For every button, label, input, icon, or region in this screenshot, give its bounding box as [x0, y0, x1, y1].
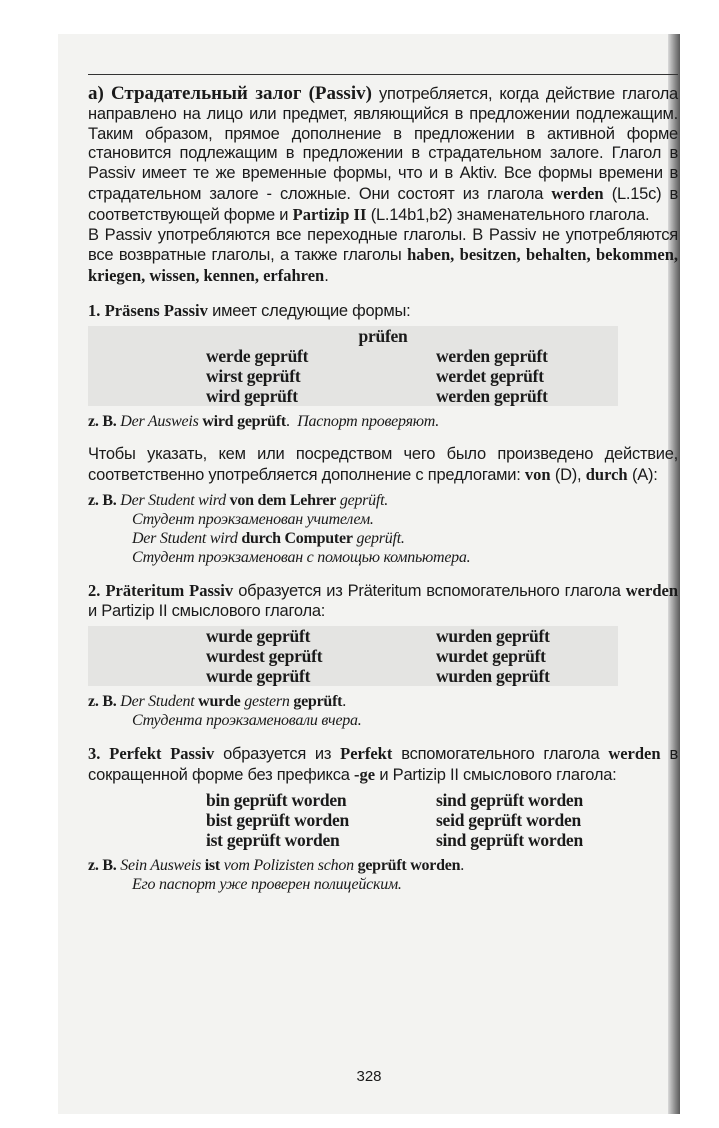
section-a-title: Страдательный залог — [110, 83, 302, 104]
conj-cell: bist geprüft worden — [206, 809, 350, 830]
example-de-bold: wird geprüft — [198, 412, 286, 430]
section-a-marker: a) — [88, 83, 104, 104]
perfekt-number: 3. — [88, 743, 101, 763]
conj-cell: werdet geprüft — [436, 365, 544, 386]
conj-cell: wirst geprüft — [206, 365, 301, 386]
example-de: vom Polizisten schon — [219, 856, 354, 874]
example-de: Der Student wird — [120, 492, 226, 510]
praesens-conjugation-table — [88, 326, 678, 406]
praeteritum-name: Präteritum Passiv — [105, 581, 234, 601]
section-a-ref2: (L.14b1,b2) — [370, 205, 453, 224]
table-row — [88, 830, 678, 850]
agent-example-2-ru — [88, 548, 678, 567]
praesens-verb: prüfen — [358, 325, 408, 346]
example-de: geprüft. — [336, 492, 389, 510]
praeteritum-example — [88, 692, 678, 730]
praesens-name: Präsens Passiv — [104, 300, 208, 320]
section-a-end: знаменательного глагола. — [452, 205, 650, 224]
praesens-desc: имеет следующие формы: — [207, 301, 411, 320]
example-ru: Студент проэкзаменован с помощью компьютера. — [132, 549, 471, 567]
section-a-paragraph — [88, 84, 678, 226]
section-a-mid: в соответствующей форме и — [88, 184, 678, 224]
agent-example-1-ru — [88, 510, 678, 529]
section-a-p2-end: . — [324, 267, 329, 286]
page-number: 328 — [356, 1068, 382, 1085]
example-de-bold: geprüft worden — [353, 856, 461, 874]
example-de-bold: wurde — [194, 692, 241, 710]
section-a-lead: употребляется, когда действие глагола направлено на лицо или предмет, являющийся в предложении подлежащим. Таким образом, прямое дополнение в предложении в активной форме становится подлежащим в предложении в страдательном залоге. Глагол в Passiv имеет те же временные формы, что и в Aktiv. Все формы времени в страдательном залоге - сложные. Они состоят из глагола — [88, 85, 678, 203]
perfekt-ge: -ge — [353, 764, 376, 784]
praesens-heading — [88, 301, 678, 322]
conj-cell: wurde geprüft — [206, 625, 311, 646]
section-a-paragraph-2 — [88, 226, 678, 287]
agent-paragraph — [88, 445, 678, 486]
conj-cell: werden geprüft — [436, 385, 548, 406]
perfekt-heading — [88, 744, 678, 786]
praeteritum-werden: werden — [625, 581, 678, 601]
example-punct: . — [460, 856, 465, 874]
section-a-partizip: Partizip II — [292, 204, 367, 224]
zb-label: z. B. — [88, 412, 117, 430]
example-de: Der Student wird — [132, 530, 238, 548]
perfekt-werden: werden — [608, 743, 661, 763]
agent-example-1 — [88, 491, 678, 510]
praeteritum-desc-lead: образуется из Präteritum вспомогательного глагола — [233, 582, 626, 601]
praeteritum-heading — [88, 581, 678, 622]
conj-cell: wurden geprüft — [436, 625, 550, 646]
section-a-ref1: (L.15c) — [611, 184, 662, 203]
perfekt-term: Perfekt — [340, 743, 393, 763]
example-punct: . — [285, 412, 290, 430]
praeteritum-example-de — [88, 692, 678, 711]
example-punct: . — [342, 692, 346, 710]
table-row — [88, 646, 678, 666]
agent-von-case: (D), — [550, 465, 586, 484]
perfekt-example-de — [88, 856, 678, 875]
perfekt-name: Perfekt Passiv — [109, 743, 215, 763]
example-ru: Студента проэкзаменовали вчера. — [132, 711, 362, 729]
section-a-p2-verbs: haben, besitzen, behalten, bekommen, kriegen, wissen, kennen, erfahren — [88, 245, 678, 286]
conj-cell: werde geprüft — [206, 345, 309, 366]
conj-cell: wurdet geprüft — [436, 645, 546, 666]
section-a-p2-lead: В Passiv употребляются все переходные глаголы. В Passiv не употребляются все возвратные глаголы, а также глаголы — [88, 225, 678, 265]
book-page — [58, 34, 680, 1114]
agent-lead: Чтобы указать, кем или посредством чего было произведено действие, соответственно употребляется дополнение с предлогами: — [88, 444, 678, 484]
conj-cell: wird geprüft — [206, 385, 298, 406]
agent-durch-case: (A): — [627, 465, 658, 484]
perfekt-desc-end: и Partizip II смыслового глагола: — [375, 765, 617, 784]
praeteritum-conjugation-table — [88, 626, 678, 686]
conj-cell: sind geprüft worden — [436, 829, 583, 850]
zb-label: z. B. — [88, 492, 117, 510]
agent-durch: durch — [585, 464, 628, 484]
agent-von: von — [524, 464, 551, 484]
conj-cell: werden geprüft — [436, 345, 548, 366]
table-row — [88, 810, 678, 830]
example-ru: Студент проэкзаменован учителем. — [132, 511, 374, 529]
table-row — [88, 386, 678, 406]
agent-example-2 — [88, 529, 678, 548]
example-ru: Паспорт проверяют. — [297, 412, 440, 430]
section-a-term: (Passiv) — [308, 83, 372, 104]
perfekt-desc-mid2: в сокращенной форме без префикса — [88, 744, 678, 784]
perfekt-conjugation-table — [88, 790, 678, 850]
conj-cell: ist geprüft worden — [206, 829, 340, 850]
section-a-werden: werden — [551, 183, 604, 203]
table-row — [88, 346, 678, 366]
perfekt-example-ru — [88, 875, 678, 894]
example-de-bold: ist — [200, 856, 220, 874]
praeteritum-example-ru — [88, 711, 678, 730]
example-de: Sein Ausweis — [120, 856, 201, 874]
table-row — [88, 366, 678, 386]
praesens-example — [88, 412, 678, 431]
zb-label: z. B. — [88, 856, 117, 874]
conj-cell: wurdest geprüft — [206, 645, 323, 666]
conj-cell: seid geprüft worden — [436, 809, 581, 830]
table-row — [88, 666, 678, 686]
perfekt-desc-lead: образуется из — [214, 744, 341, 763]
conj-cell: bin geprüft worden — [206, 789, 347, 810]
agent-examples — [88, 491, 678, 567]
example-ru: Его паспорт уже проверен полицейским. — [132, 875, 402, 893]
table-row — [88, 790, 678, 810]
page-content — [88, 74, 678, 894]
conj-cell: sind geprüft worden — [436, 789, 583, 810]
praeteritum-desc-end: и Partizip II смыслового глагола: — [88, 602, 326, 621]
example-de-bold: durch Computer — [237, 530, 353, 548]
perfekt-example — [88, 856, 678, 894]
conj-cell: wurde geprüft — [206, 665, 311, 686]
top-rule — [88, 74, 678, 75]
example-de-bold: geprüft — [289, 692, 343, 710]
praesens-number: 1. — [88, 300, 101, 320]
perfekt-desc-mid1: вспомогательного глагола — [392, 744, 609, 763]
example-de: gestern — [240, 692, 290, 710]
example-de: Der Ausweis — [120, 412, 199, 430]
example-de-bold: von dem Lehrer — [225, 492, 337, 510]
example-de: geprüft. — [352, 530, 405, 548]
zb-label: z. B. — [88, 692, 117, 710]
praeteritum-number: 2. — [88, 581, 101, 601]
table-row — [88, 626, 678, 646]
conj-cell: wurden geprüft — [436, 665, 550, 686]
example-de: Der Student — [120, 692, 195, 710]
